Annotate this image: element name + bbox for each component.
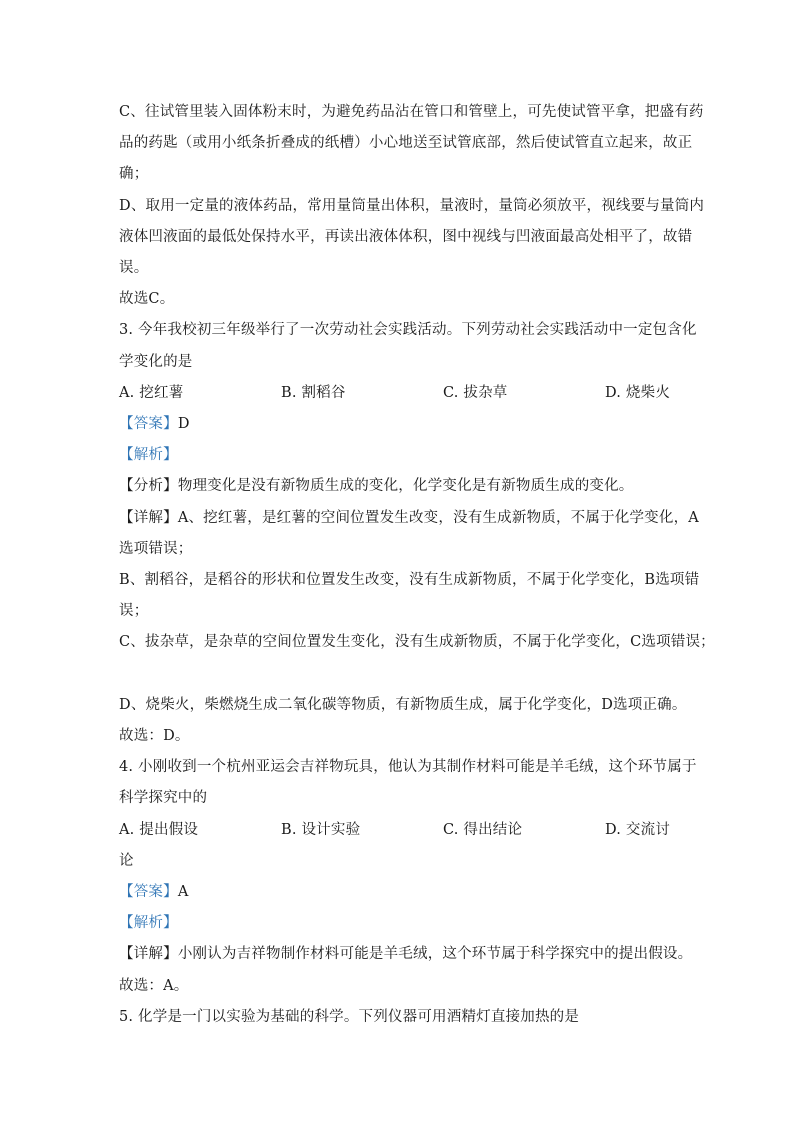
q3-detail-text-1: A、挖红薯，是红薯的空间位置发生改变，没有生成新物质，不属于化学变化，A <box>177 510 699 526</box>
q2-option-c-line-3: 确； <box>119 166 149 182</box>
q4-detail-text: 小刚认为吉祥物制作材料可能是羊毛绒，这个环节属于科学探究中的提出假设。 <box>177 946 693 962</box>
q4-options <box>119 820 681 840</box>
q3-option-c: C. 拔杂草 <box>443 385 508 401</box>
q4-answer-value: A <box>177 884 189 900</box>
q4-stem-line-1: 4. 小刚收到一个杭州亚运会吉祥物玩具，他认为其制作材料可能是羊毛绒，这个环节属于 <box>119 759 697 775</box>
q3-detail-line-5: C、拔杂草，是杂草的空间位置发生变化，没有生成新物质，不属于化学变化，C选项错误； <box>119 634 715 650</box>
q4-option-wrap: 论 <box>119 853 134 869</box>
q3-detail-line-2: 选项错误； <box>119 541 193 557</box>
q3-conclusion: 故选：D。 <box>119 728 190 744</box>
q3-option-b: B. 割稻谷 <box>281 385 346 401</box>
q4-option-c: C. 得出结论 <box>443 822 523 838</box>
q3-analysis-tag: 【解析】 <box>119 447 178 463</box>
q3-answer-value: D <box>177 416 190 432</box>
q3-options <box>119 383 681 403</box>
q2-option-c-line-1: C、往试管里装入固体粉末时，为避免药品沾在管口和管壁上，可先使试管平拿，把盛有药 <box>119 104 704 120</box>
q4-analysis-tag: 【解析】 <box>119 915 178 931</box>
q2-option-d-line-3: 误。 <box>119 260 149 276</box>
q4-stem-line-2: 科学探究中的 <box>119 790 208 806</box>
q4-detail <box>119 944 693 964</box>
q4-option-b: B. 设计实验 <box>281 822 361 838</box>
q4-answer <box>119 882 681 902</box>
q3-stem-line-2: 学变化的是 <box>119 354 193 370</box>
q3-answer <box>119 414 681 434</box>
q4-detail-tag: 【详解】 <box>119 946 178 962</box>
q4-conclusion: 故选：A。 <box>119 978 189 994</box>
q2-conclusion: 故选C。 <box>119 291 175 307</box>
q2-option-d-line-2: 液体凹液面的最低处保持水平，再读出液体体积，图中视线与凹液面最高处相平了，故错 <box>119 229 693 245</box>
q3-answer-tag: 【答案】 <box>119 416 178 432</box>
q3-detail-line-3: B、割稻谷，是稻谷的形状和位置发生改变，没有生成新物质，不属于化学变化，B选项错 <box>119 572 700 588</box>
q2-option-c-line-2: 品的药匙（或用小纸条折叠成的纸槽）小心地送至试管底部，然后使试管直立起来，故正 <box>119 135 693 151</box>
q3-option-a: A. 挖红薯 <box>119 385 184 401</box>
q3-stem-line-1: 3. 今年我校初三年级举行了一次劳动社会实践活动。下列劳动社会实践活动中一定包含化 <box>119 322 697 338</box>
q2-option-d-line-1: D、取用一定量的液体药品，常用量筒量出体积，量液时，量筒必须放平，视线要与量筒内 <box>119 198 705 214</box>
q3-detail-tag: 【详解】 <box>119 510 178 526</box>
q3-detail-line-6: D、烧柴火，柴燃烧生成二氧化碳等物质，有新物质生成，属于化学变化，D选项正确。 <box>119 697 687 713</box>
q3-fenxi-text: 物理变化是没有新物质生成的变化，化学变化是有新物质生成的变化。 <box>177 478 634 494</box>
q3-detail-line-1 <box>119 508 699 528</box>
q3-fenxi <box>119 476 681 496</box>
q4-answer-tag: 【答案】 <box>119 884 178 900</box>
q4-option-a: A. 提出假设 <box>119 822 199 838</box>
q3-option-d: D. 烧柴火 <box>605 385 671 401</box>
q3-fenxi-tag: 【分析】 <box>119 478 178 494</box>
q3-detail-line-4: 误； <box>119 603 149 619</box>
q5-stem: 5. 化学是一门以实验为基础的科学。下列仪器可用酒精灯直接加热的是 <box>119 1009 580 1025</box>
q4-option-d: D. 交流讨 <box>605 822 671 838</box>
